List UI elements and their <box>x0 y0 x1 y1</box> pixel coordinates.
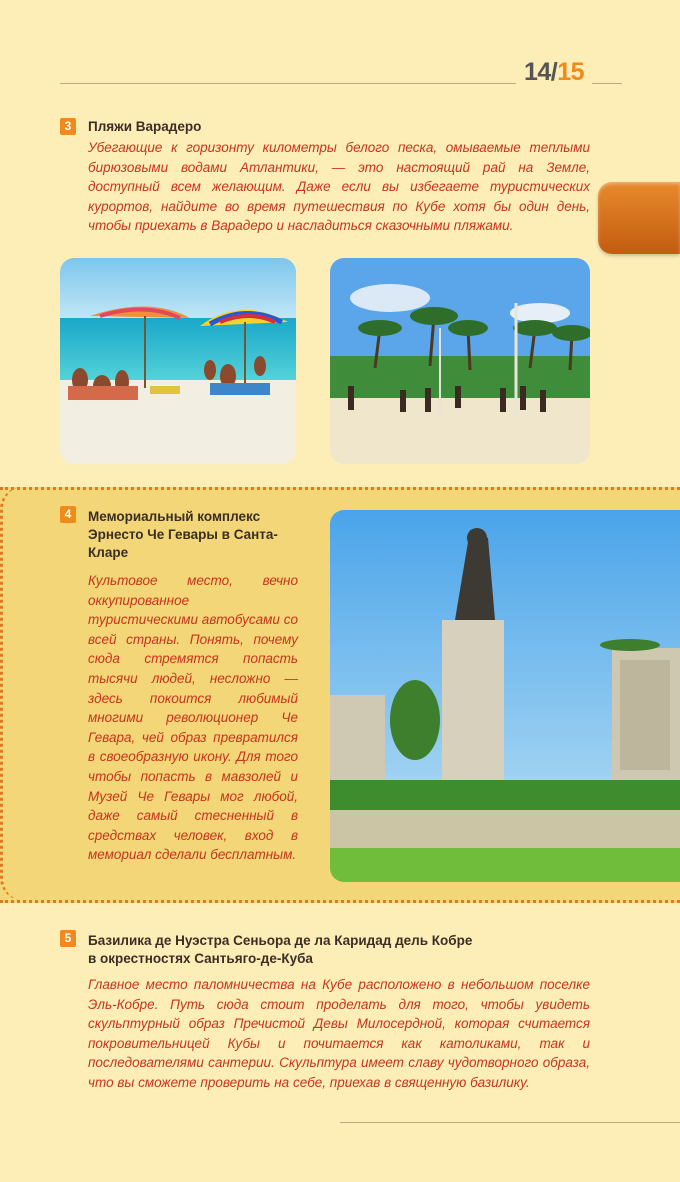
header-rule <box>60 83 516 84</box>
section-3-number: 3 <box>60 118 76 135</box>
section-4-title-line-3: Кларе <box>88 545 129 560</box>
footer-rule <box>340 1122 680 1123</box>
section-5-title <box>88 932 472 968</box>
total-pages: 15 <box>557 58 585 86</box>
beach-palms-photo <box>330 258 590 464</box>
chapter-tab[interactable] <box>598 182 680 254</box>
varadero-beach-photo <box>60 258 296 464</box>
section-4-number: 4 <box>60 506 76 523</box>
section-3-title: Пляжи Варадеро <box>88 119 202 134</box>
section-4-text: Культовое место, вечно оккупированное туристическими автобусами со всей страны. Понять, почему сюда стремятся попасть тысячи людей, несложно — здесь покоится любимый многими революционер Че Гевара, чей образ превратился в своеобразную икону. Для того чтобы попасть в мавзолей и Музей Че Гевары мог любой, даже самый стесненный в средствах человек, вход в мемориал сделали бесплатным. <box>88 573 298 863</box>
header-rule-right <box>592 83 622 84</box>
che-memorial-photo <box>330 510 680 882</box>
section-5-title-line-2: в окрестностях Сантьяго-де-Куба <box>88 951 313 966</box>
current-page: 14/ <box>524 58 558 86</box>
section-3-text: Убегающие к горизонту километры белого песка, омываемые теплыми бирюзовыми водами Атлантики, — это настоящий рай на Земле, доступный всем желающим. Даже если вы избегаете туристических курортов, найдите во время путешествия по Кубе хотя бы один день, чтобы приехать в Варадеро и насладиться сказочными пляжами. <box>88 140 590 234</box>
section-5-text: Главное место паломничества на Кубе расположено в небольшом поселке Эль-Кобре. Путь сюда стоит проделать для того, чтобы увидеть скульптурный образ Пречистой Девы Милосердной, которая считается покровительницей Кубы и почитается как католиками, так и последователями сантерии. Скульптура имеет славу чудотворного образа, что вы сможете проверить на себе, приехав в священную базилику. <box>88 977 590 1090</box>
section-5-title-line-1: Базилика де Нуэстра Сеньора де ла Каридад дель Кобре <box>88 933 473 948</box>
section-4-title-line-2: Эрнесто Че Гевары в Санта- <box>88 527 278 542</box>
section-5-number: 5 <box>60 930 76 947</box>
section-4-title <box>88 508 278 562</box>
section-4-title-line-1: Мемориальный комплекс <box>88 509 261 524</box>
page-number <box>524 58 584 87</box>
